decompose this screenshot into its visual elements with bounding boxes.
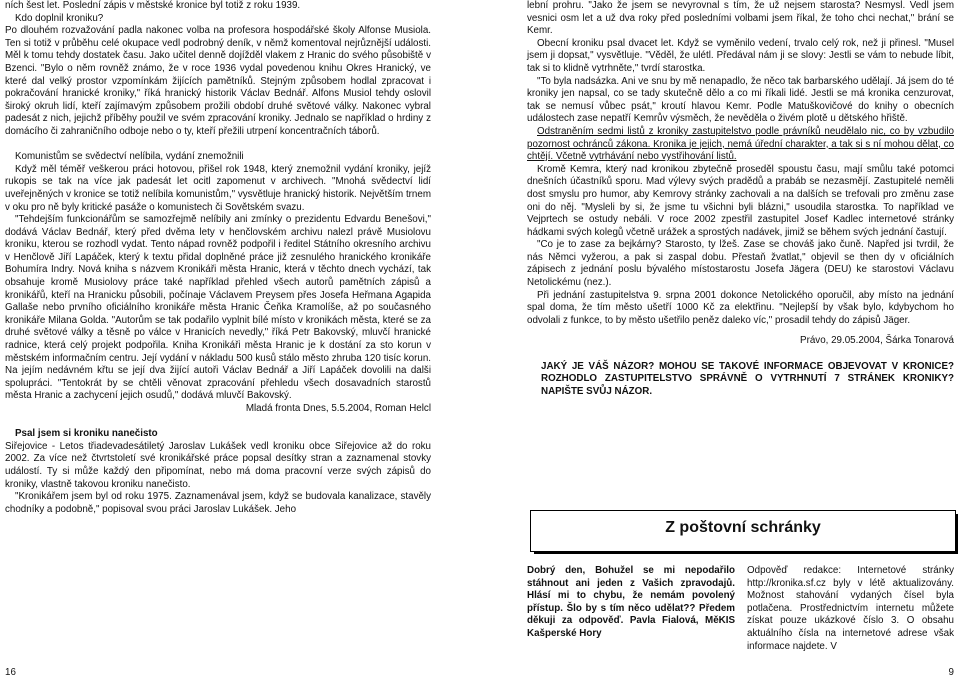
paragraph: Když měl téměř veškerou práci hotovou, přišel rok 1948, který znemožnil vydání kroniky, jejíž rukopis se tak na více jak padesát let ocitl zapomenut v archivech. "Mnohá svědectví lidí uveřejněných v kronice se totiž nelíbila komunistům," vysvětluje hranický historik. Největším trnem v oku pro ně byly kritické pasáže o komunistech či Sovětském svazu.: [5, 163, 431, 213]
paragraph: "To byla nadsázka. Ani ve snu by mě nenapadlo, že něco tak barbarského udělají. Já jsem do té kroniky jen napsal, co se tady skutečně dělo a co mi říkali lidé. Jestli se má kronika cenzurovat, tak se nemusí vůbec psát," kroutí hlavou Kemr. Podle Matuškovičové do knihy o obecních událostech zase nepatří Kemrův výsměch, že nevěděla o živém plotě u dětského hřiště.: [527, 75, 954, 125]
mailbox-title: Z poštovní schránky: [665, 519, 821, 536]
paragraph: "Tehdejším funkcionářům se samozřejmě nelíbily ani zmínky o prezidentu Edvardu Benešovi," dodává Václav Bednář, který před dvěma lety v henčlovském archivu nalezl právě Musiolovu kroniku, kterou se rozhodl vydat. Tento nápad rovněž podpořil i ředitel Státního okresního archivu v Henčlově Jiří Lapáček, který k textu přidal doplněné práce již zesnulého hranického kronikáře Bohumíra Indry. Nová kniha s názvem Kronikáři města Hranic, která v těchto dnech vychází, tak obsahuje kromě Musiolovy práce také například přehled všech autorů pamětních zápisů a kronikářů, kteří na Hranicku působili, počínaje Václavem Preysem přes Josefa Heřmana Agapida Gallaše nebo prvního oficiálního kronikáře města Hranic Čeňka Kramolíše, až po současného kronikáře Milana Golda. "Autorům se tak podařilo vyplnit bílé místo v kronikách města, které se za druhé světové války a těsně po válce v Hranicích nevedly," říká Petr Bakovský, mluvčí hranické radnice, která celý projekt podpořila. Kniha Kronikáři města Hranic je k dostání za sto korun v městském informačním centru. Její vydání v nákladu 500 kusů stálo město zhruba 120 tisíc korun. Na jejím nedávném křtu se její dva žijící autoři Václav Bednář a Jiří Lapáček dovolili na dalši spolupráci. "Tentokrát by se chtěli věnovat zpracování přehledu všech dosavadních starostů města Hranic a zachycení jejich osudů," dodává mluvčí Bakovský.: [5, 214, 431, 402]
right-column: [527, 0, 954, 398]
paragraph: Kromě Kemra, který nad kronikou zbytečně proseděl spoustu času, mají smůlu také potomci dnešních účastníků sporu. Mad výlevy svých pradědů a prabáb se nezasmějí. Zastupitelé neměli dost smyslu pro humor, aby Kemrovy stránky zachovali a na dalších se trefovali pro změnu zase oni do něj. "Mysleli by si, že jsme tu všichni byli blázni," usoudila starostka. To například ve Vejprtech se ostudy nebáli. V roce 2002 zpestřil zastupitel Josef Kadlec internetové stránky hádkami svých kolegů včetně urážek a sprostých nadávek, jimiž se během svých jednání častují.: [527, 163, 954, 238]
paragraph: lební prohru. "Jako že jsem se nevyrovnal s tím, že už nejsem starosta? Nesmysl. Vedl jsem vesnici osm let a už dva roky před posledními volbami jsem říkal, že toho chci nechat," brání se Kemr.: [527, 0, 954, 37]
subheading: Psal jsem si kroniku nanečisto: [15, 428, 158, 440]
mailbox-header-box: [530, 510, 956, 552]
paragraph: Odstraněním sedmi listů z kroniky zastupitelstvo podle právníků neudělalo nic, co by vzbudilo pozornost ochránců zákona. Kronika je jejich, nemá úřední charakter, a tak si s ní mohou dělat, co chtějí. Včetně vytrhávání nebo vystřihování listů.: [527, 125, 954, 163]
signature: Mladá fronta Dnes, 5.5.2004, Roman Helcl: [245, 403, 431, 414]
paragraph: Obecní kroniku psal dvacet let. Když se vyměnilo vedení, trvalo celý rok, než ji přinesl. "Musel jsem ji dopsat," vysvětluje. "Věděl, že ulétl. Předával nám ji se slovy: Jestli se vám to nebude líbit, tak si to klidně vytrhněte," tvrdí starostka.: [527, 37, 954, 74]
reader-letter: Dobrý den, Bohužel se mi nepodařilo stáhnout ani jeden z Vašich zpravodajů. Hlásí mi to chybu, že nemám povolený přístup. Šlo by s tím něco udělat?? Předem děkuji za odpověď. Pavla Fialová, MěKIS Kašperské Hory: [527, 565, 735, 639]
editorial-reply: Odpověď redakce: Internetové stránky http://kronika.sf.cz byly v létě aktualizovány. Možnost stahování vydaných čísel byla potlačena. Prostřednictvím internetu můžete získat pouze ukázkové číslo 3. O obsahu aktuálního čísla na internetové adrese však informace najdete. V: [747, 565, 954, 652]
left-column: [5, 0, 431, 516]
paragraph: "Co je to zase za bejkárny? Starosto, ty lžeš. Zase se chováš jako čuně. Napřed jsi tvrdil, že nás Němci vyžerou, a pak si zaspal dobu. Přestaň žvatlat," objevil se then dy v oficiálních zápisech z jednání poslu bývalého místostarostu Josefa Jägera (DEU) ke starostovi Václavu Netolickému (nez.).: [527, 239, 954, 289]
subheading: Komunistům se svědectví nelíbila, vydání znemožnili: [15, 151, 244, 163]
paragraph: "Kronikářem jsem byl od roku 1975. Zaznamenával jsem, když se budovala kanalizace, stavěly chodníky a podobně," popisoval svou práci Jaroslav Lukášek. Jeho: [5, 491, 431, 515]
paragraph: ních šest let. Poslední zápis v městské kronice byl totiž z roku 1939.: [5, 0, 301, 11]
call-to-action: JAKÝ JE VÁŠ NÁZOR? MOHOU SE TAKOVÉ INFORMACE OBJEVOVAT V KRONICE? ROZHODLO ZASTUPITELSTVO SPRÁVNĚ O VYTRHNUTÍ 7 STRÁNEK KRONIKY? NAPIŠTE SVŮJ NÁZOR.: [541, 360, 954, 397]
paragraph: Siřejovice - Letos třiadevadesátiletý Jaroslav Lukášek vedl kroniku obce Siřejovice až do roku 2002. Za více než čtvrtstoletí své kronikářské práce popsal desítky stran a zaznamenal stovky událostí. Ty si může každý den připomínat, nebo má doma pracovní verze svých zápisů do kroniky, vlastně takovou kroniku nanečisto.: [5, 440, 431, 490]
paragraph: Po dlouhém rozvažování padla nakonec volba na profesora hospodářské školy Alfonse Musiola. Ten si totiž v průběhu celé okupace vedl podrobný deník, v němž komentoval nejrůznější události. Měl k tomu tehdy dostatek času. Jako učitel denně dojížděl vlakem z Hranic do svého působiště v Bzenci. "Bylo o něm rovněž známo, že v roce 1936 vydal povedenou knihu Okres Hranický, ve které dal velký prostor vzpomínkám žijících pamětníků. Stejným způsobem hodlal zpracovat i pokračování hranické kroniky," říká hranický historik Václav Bednář. Alfons Musiol tehdy oslovil široký okruh lidí, kteří zajímavým způsobem prožili období druhé světové války. Nakonec vybral padesát z nich, jejichž příběhy použil ve svém zpracování kroniky. Jednalo se například o hrdiny z domácího či zahraničního odboje nebo o ty, kteří přežili utrpení koncentračních táborů.: [5, 25, 431, 137]
signature: Právo, 29.05.2004, Šárka Tonarová: [800, 335, 954, 347]
page-number-left: 16: [5, 667, 16, 678]
page-number-right: 9: [948, 667, 954, 678]
paragraph: Při jednání zastupitelstva 9. srpna 2001 dokonce Netolického oporučil, aby místo na jednání spal doma, že tím město ušetří 1000 Kč za elektřinu. "Nejlepší by však bylo, kdybychom ho odvolali z funkce, to by město ušetřilo peněz daleko víc," prosadil tehdy do zápisů Jäger.: [527, 289, 954, 326]
subheading: Kdo doplnil kroniku?: [15, 12, 104, 24]
